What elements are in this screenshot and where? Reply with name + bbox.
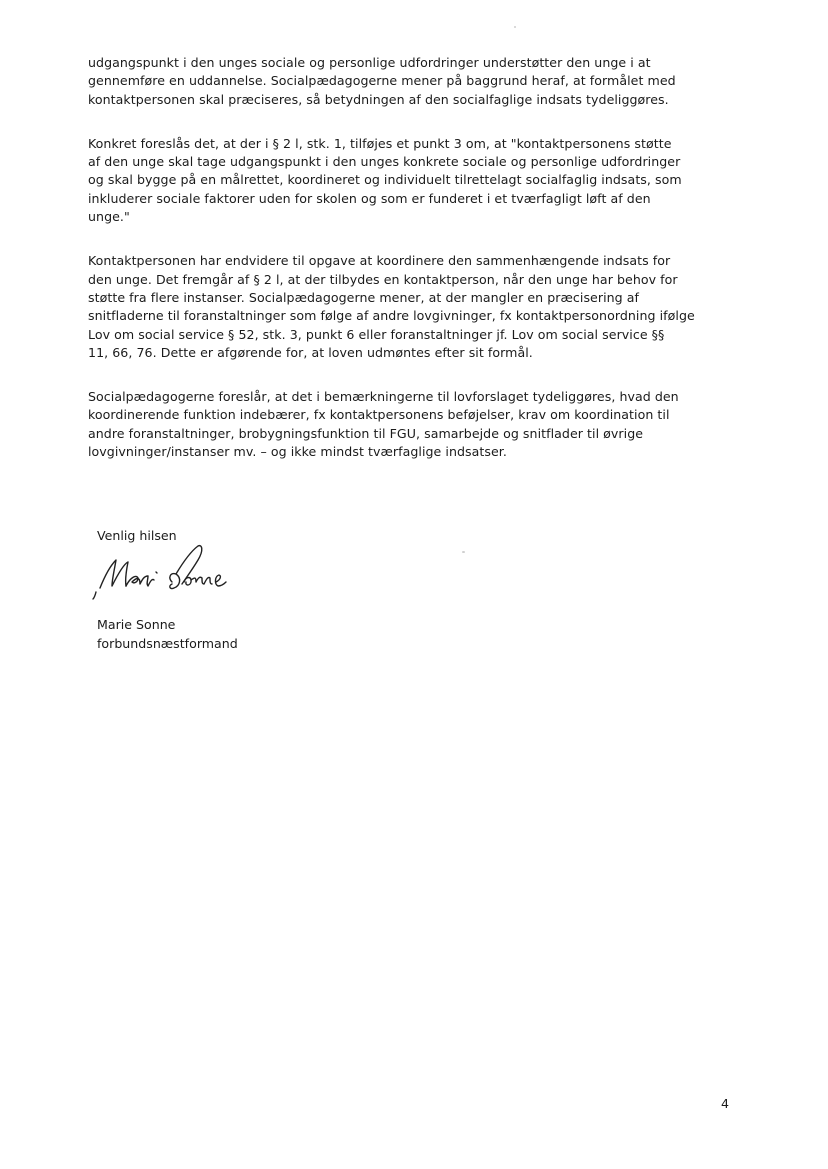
scan-speck <box>462 551 465 553</box>
signer-title: forbundsnæstformand <box>97 636 238 651</box>
paragraph-line: Socialpædagogerne foreslår, at det i bemærkningerne til lovforslaget tydeliggøres, hvad den <box>88 389 679 405</box>
paragraph-line: udgangspunkt i den unges sociale og personlige udfordringer understøtter den unge i at <box>88 55 651 70</box>
paragraph-line: andre foranstaltninger, brobygningsfunktion til FGU, samarbejde og snitflader til øvrige <box>88 425 644 441</box>
paragraph-line: Konkret foreslås det, at der i § 2 l, stk. 1, tilføjes et punkt 3 om, at "kontaktpersonens støtte <box>88 135 672 151</box>
paragraph-line: den unge. Det fremgår af § 2 l, at der tilbydes en kontaktperson, når den unge har behov for <box>88 271 678 287</box>
paragraph-line: gennemføre en uddannelse. Socialpædagogerne mener på baggrund heraf, at formålet med <box>88 73 676 89</box>
closing-salutation: Venlig hilsen <box>97 528 177 543</box>
paragraph-line: Kontaktpersonen har endvidere til opgave at koordinere den sammenhængende indsats for <box>88 253 671 269</box>
paragraph-2 <box>88 135 748 226</box>
handwritten-signature <box>90 538 240 600</box>
paragraph-line: koordinerende funktion indebærer, fx kontaktpersonens beføjelser, krav om koordination til <box>88 407 670 423</box>
paragraph-line: og skal bygge på en målrettet, koordineret og individuelt tilrettelagt socialfaglig indsats, som <box>88 172 682 188</box>
signer-block <box>97 615 238 653</box>
scan-speck <box>514 26 516 28</box>
page-number: 4 <box>721 1096 730 1111</box>
paragraph-line: snitfladerne til foranstaltninger som følge af andre lovgivninger, fx kontaktpersonordning ifølge <box>88 308 695 324</box>
paragraph-line: af den unge skal tage udgangspunkt i den unges konkrete sociale og personlige udfordringer <box>88 154 681 170</box>
paragraph-4 <box>88 388 748 461</box>
paragraph-3 <box>88 252 748 362</box>
paragraph-line: kontaktpersonen skal præciseres, så betydningen af den socialfaglige indsats tydeliggøres. <box>88 91 669 107</box>
letter-body <box>88 54 748 487</box>
paragraph-line: støtte fra flere instanser. Socialpædagogerne mener, at der mangler en præcisering af <box>88 289 640 305</box>
paragraph-line: unge." <box>88 209 130 225</box>
paragraph-line: 11, 66, 76. Dette er afgørende for, at loven udmøntes efter sit formål. <box>88 344 533 360</box>
paragraph-line: inkluderer sociale faktorer uden for skolen og som er funderet i et tværfagligt løft af den <box>88 190 651 206</box>
paragraph-1 <box>88 54 748 109</box>
signer-name: Marie Sonne <box>97 617 176 632</box>
paragraph-line: lovgivninger/instanser mv. – og ikke mindst tværfaglige indsatser. <box>88 444 507 460</box>
paragraph-line: Lov om social service § 52, stk. 3, punkt 6 eller foranstaltninger jf. Lov om social service §§ <box>88 326 665 342</box>
